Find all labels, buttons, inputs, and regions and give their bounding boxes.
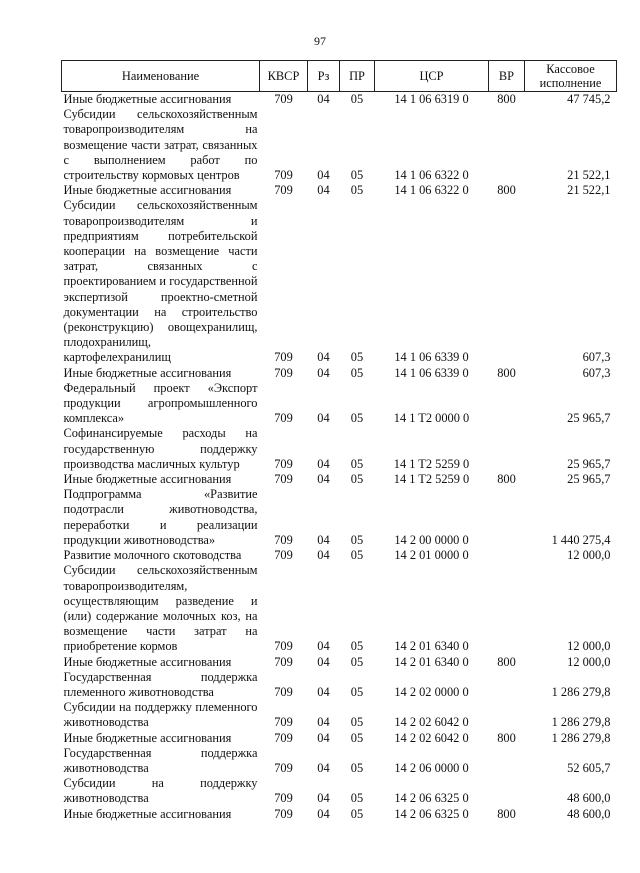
row-sum-cell: 25 965,7	[567, 411, 611, 426]
row-pr-cell: 05	[350, 639, 364, 654]
row-vr-cell	[489, 746, 525, 776]
row-pr-cell: 05	[350, 365, 364, 380]
row-sum-cell: 52 605,7	[567, 760, 611, 775]
row-pr-cell: 05	[350, 715, 364, 730]
row-sum-cell: 48 600,0	[567, 806, 611, 821]
row-rz-cell: 04	[317, 350, 330, 365]
table-row	[62, 746, 617, 776]
header-kvsr: КВСР	[260, 61, 308, 92]
table-row	[62, 670, 617, 700]
table-row	[62, 731, 617, 746]
row-sum-cell: 12 000,0	[567, 654, 611, 669]
row-rz-cell: 04	[317, 639, 330, 654]
table-row	[62, 198, 617, 365]
row-rz-cell: 04	[317, 684, 330, 699]
row-pr-cell: 05	[350, 654, 364, 669]
row-rz-cell: 04	[317, 532, 330, 547]
row-rz-cell: 04	[317, 92, 330, 106]
row-csr-cell: 14 2 01 6340 0	[394, 654, 469, 669]
row-sum-cell: 1 286 279,8	[551, 684, 611, 699]
table-row	[62, 700, 617, 730]
row-name-cell: Иные бюджетные ассигнования	[63, 806, 232, 821]
row-kvsr-cell: 709	[274, 532, 293, 547]
row-sum-cell: 607,3	[582, 365, 611, 380]
row-kvsr-cell: 709	[274, 365, 293, 380]
row-pr-cell: 05	[350, 760, 364, 775]
row-name-cell: Субсидии сельскохозяйственным товаропроизводителям, осуществляющим разведение и (или) содержание молочных коз, на возмещение части затрат на приобретение кормов	[63, 563, 258, 654]
row-vr-cell: 800	[497, 472, 516, 487]
header-pr: ПР	[340, 61, 375, 92]
row-name-cell: Иные бюджетные ассигнования	[63, 365, 232, 380]
row-kvsr-cell: 709	[274, 806, 293, 821]
row-sum-cell: 1 286 279,8	[551, 715, 611, 730]
table-row	[62, 381, 617, 427]
row-kvsr-cell: 709	[274, 472, 293, 487]
row-name-cell: Иные бюджетные ассигнования	[63, 92, 232, 106]
row-vr-cell	[489, 381, 525, 427]
table-row	[62, 183, 617, 198]
table-row	[62, 487, 617, 548]
table-header	[62, 61, 617, 92]
row-name-cell: Иные бюджетные ассигнования	[63, 654, 232, 669]
row-kvsr-cell: 709	[274, 760, 293, 775]
row-csr-cell: 14 1 06 6322 0	[394, 168, 469, 183]
table-row	[62, 807, 617, 822]
row-name-cell: Иные бюджетные ассигнования	[63, 472, 232, 487]
row-sum-cell: 1 440 275,4	[551, 532, 611, 547]
row-rz-cell: 04	[317, 806, 330, 821]
table-row	[62, 472, 617, 487]
row-csr-cell: 14 1 06 6322 0	[394, 183, 469, 198]
row-vr-cell	[489, 548, 525, 563]
row-name-cell: Софинансируемые расходы на государственную поддержку производства масличных культур	[63, 426, 258, 471]
row-csr-cell: 14 2 02 6042 0	[394, 730, 469, 745]
row-sum-cell: 12 000,0	[567, 639, 611, 654]
row-kvsr-cell: 709	[274, 411, 293, 426]
row-sum-cell: 25 965,7	[567, 472, 611, 487]
row-kvsr-cell: 709	[274, 548, 293, 563]
row-name-cell: Субсидии на поддержку племенного животноводства	[63, 700, 258, 730]
row-vr-cell: 800	[497, 92, 516, 106]
row-rz-cell: 04	[317, 168, 330, 183]
row-vr-cell	[489, 198, 525, 365]
table-row	[62, 655, 617, 670]
row-rz-cell: 04	[317, 760, 330, 775]
row-csr-cell: 14 2 06 0000 0	[394, 760, 469, 775]
row-name-cell: Субсидии сельскохозяйственным товаропроизводителям на возмещение части затрат, связанных с выполнением работ по строительству кормовых центров	[63, 107, 258, 183]
row-rz-cell: 04	[317, 548, 330, 563]
header-rz: Рз	[308, 61, 340, 92]
row-pr-cell: 05	[350, 168, 364, 183]
row-sum-cell: 25 965,7	[567, 456, 611, 471]
row-vr-cell	[489, 670, 525, 700]
row-vr-cell	[489, 107, 525, 183]
row-kvsr-cell: 709	[274, 456, 293, 471]
row-csr-cell: 14 2 06 6325 0	[394, 806, 469, 821]
row-rz-cell: 04	[317, 183, 330, 198]
row-csr-cell: 14 1 06 6339 0	[394, 365, 469, 380]
table-row	[62, 92, 617, 108]
row-csr-cell: 14 2 01 6340 0	[394, 639, 469, 654]
row-pr-cell: 05	[350, 456, 364, 471]
row-vr-cell: 800	[497, 806, 516, 821]
row-sum-cell: 1 286 279,8	[551, 730, 611, 745]
row-pr-cell: 05	[350, 791, 364, 806]
row-pr-cell: 05	[350, 730, 364, 745]
table-row	[62, 563, 617, 654]
row-vr-cell	[489, 700, 525, 730]
row-vr-cell: 800	[497, 365, 516, 380]
row-name-cell: Субсидии на поддержку животноводства	[63, 776, 258, 806]
header-name: Наименование	[62, 61, 260, 92]
row-rz-cell: 04	[317, 730, 330, 745]
row-csr-cell: 14 2 06 6325 0	[394, 791, 469, 806]
row-pr-cell: 05	[350, 806, 364, 821]
row-vr-cell	[489, 487, 525, 548]
row-csr-cell: 14 2 02 0000 0	[394, 684, 469, 699]
row-pr-cell: 05	[350, 684, 364, 699]
table-row	[62, 776, 617, 806]
row-kvsr-cell: 709	[274, 791, 293, 806]
row-pr-cell: 05	[350, 411, 364, 426]
row-rz-cell: 04	[317, 456, 330, 471]
row-kvsr-cell: 709	[274, 183, 293, 198]
row-name-cell: Государственная поддержка племенного животноводства	[63, 669, 258, 699]
table-row	[62, 107, 617, 183]
row-pr-cell: 05	[350, 183, 364, 198]
row-csr-cell: 14 1 T2 0000 0	[393, 411, 470, 426]
header-sum: Кассовое исполнение	[525, 61, 617, 92]
row-name-cell: Развитие молочного скотоводства	[63, 548, 242, 563]
row-name-cell: Государственная поддержка животноводства	[63, 745, 258, 775]
header-csr: ЦСР	[375, 61, 489, 92]
row-kvsr-cell: 709	[274, 639, 293, 654]
row-pr-cell: 05	[350, 350, 364, 365]
budget-table	[61, 60, 617, 822]
row-sum-cell: 21 522,1	[567, 168, 611, 183]
row-rz-cell: 04	[317, 715, 330, 730]
row-name-cell: Иные бюджетные ассигнования	[63, 730, 232, 745]
row-kvsr-cell: 709	[274, 730, 293, 745]
row-kvsr-cell: 709	[274, 654, 293, 669]
page-number: 97	[314, 34, 326, 48]
row-vr-cell: 800	[497, 183, 516, 198]
row-csr-cell: 14 1 06 6319 0	[394, 92, 469, 106]
row-csr-cell: 14 1 T2 5259 0	[393, 456, 470, 471]
table-body	[62, 92, 617, 822]
row-pr-cell: 05	[350, 472, 364, 487]
row-sum-cell: 607,3	[582, 350, 611, 365]
row-kvsr-cell: 709	[274, 168, 293, 183]
row-name-cell: Подпрограмма «Развитие подотрасли животноводства, переработки и реализации продукции животноводства»	[63, 487, 258, 547]
table-row	[62, 366, 617, 381]
row-vr-cell	[489, 426, 525, 472]
row-sum-cell: 21 522,1	[567, 183, 611, 198]
table-row	[62, 426, 617, 472]
row-name-cell: Иные бюджетные ассигнования	[63, 183, 232, 198]
row-rz-cell: 04	[317, 411, 330, 426]
row-csr-cell: 14 1 T2 5259 0	[393, 472, 470, 487]
row-kvsr-cell: 709	[274, 92, 293, 106]
row-vr-cell	[489, 776, 525, 806]
row-pr-cell: 05	[350, 548, 364, 563]
row-rz-cell: 04	[317, 791, 330, 806]
row-kvsr-cell: 709	[274, 715, 293, 730]
row-pr-cell: 05	[350, 532, 364, 547]
row-name-cell: Субсидии сельскохозяйственным товаропроизводителям и предприятиям потребительской кооперации на возмещение части затрат, связанных с проектированием и государственной экспертизой проектно-сметной документации на строительство (реконструкцию) овощехранилищ, плодохранилищ, картофелехранилищ	[63, 198, 258, 365]
header-vr: ВР	[489, 61, 525, 92]
row-kvsr-cell: 709	[274, 350, 293, 365]
row-vr-cell: 800	[497, 730, 516, 745]
row-kvsr-cell: 709	[274, 684, 293, 699]
row-rz-cell: 04	[317, 472, 330, 487]
row-rz-cell: 04	[317, 654, 330, 669]
row-csr-cell: 14 2 01 0000 0	[394, 548, 469, 563]
row-name-cell: Федеральный проект «Экспорт продукции агропромышленного комплекса»	[63, 380, 258, 426]
row-sum-cell: 48 600,0	[567, 791, 611, 806]
row-sum-cell: 12 000,0	[567, 548, 611, 563]
row-vr-cell	[489, 563, 525, 654]
row-rz-cell: 04	[317, 365, 330, 380]
table-row	[62, 548, 617, 563]
row-csr-cell: 14 1 06 6339 0	[394, 350, 469, 365]
row-vr-cell: 800	[497, 654, 516, 669]
row-csr-cell: 14 2 00 0000 0	[394, 532, 469, 547]
row-csr-cell: 14 2 02 6042 0	[394, 715, 469, 730]
row-pr-cell: 05	[350, 92, 364, 106]
row-sum-cell: 47 745,2	[567, 92, 611, 106]
